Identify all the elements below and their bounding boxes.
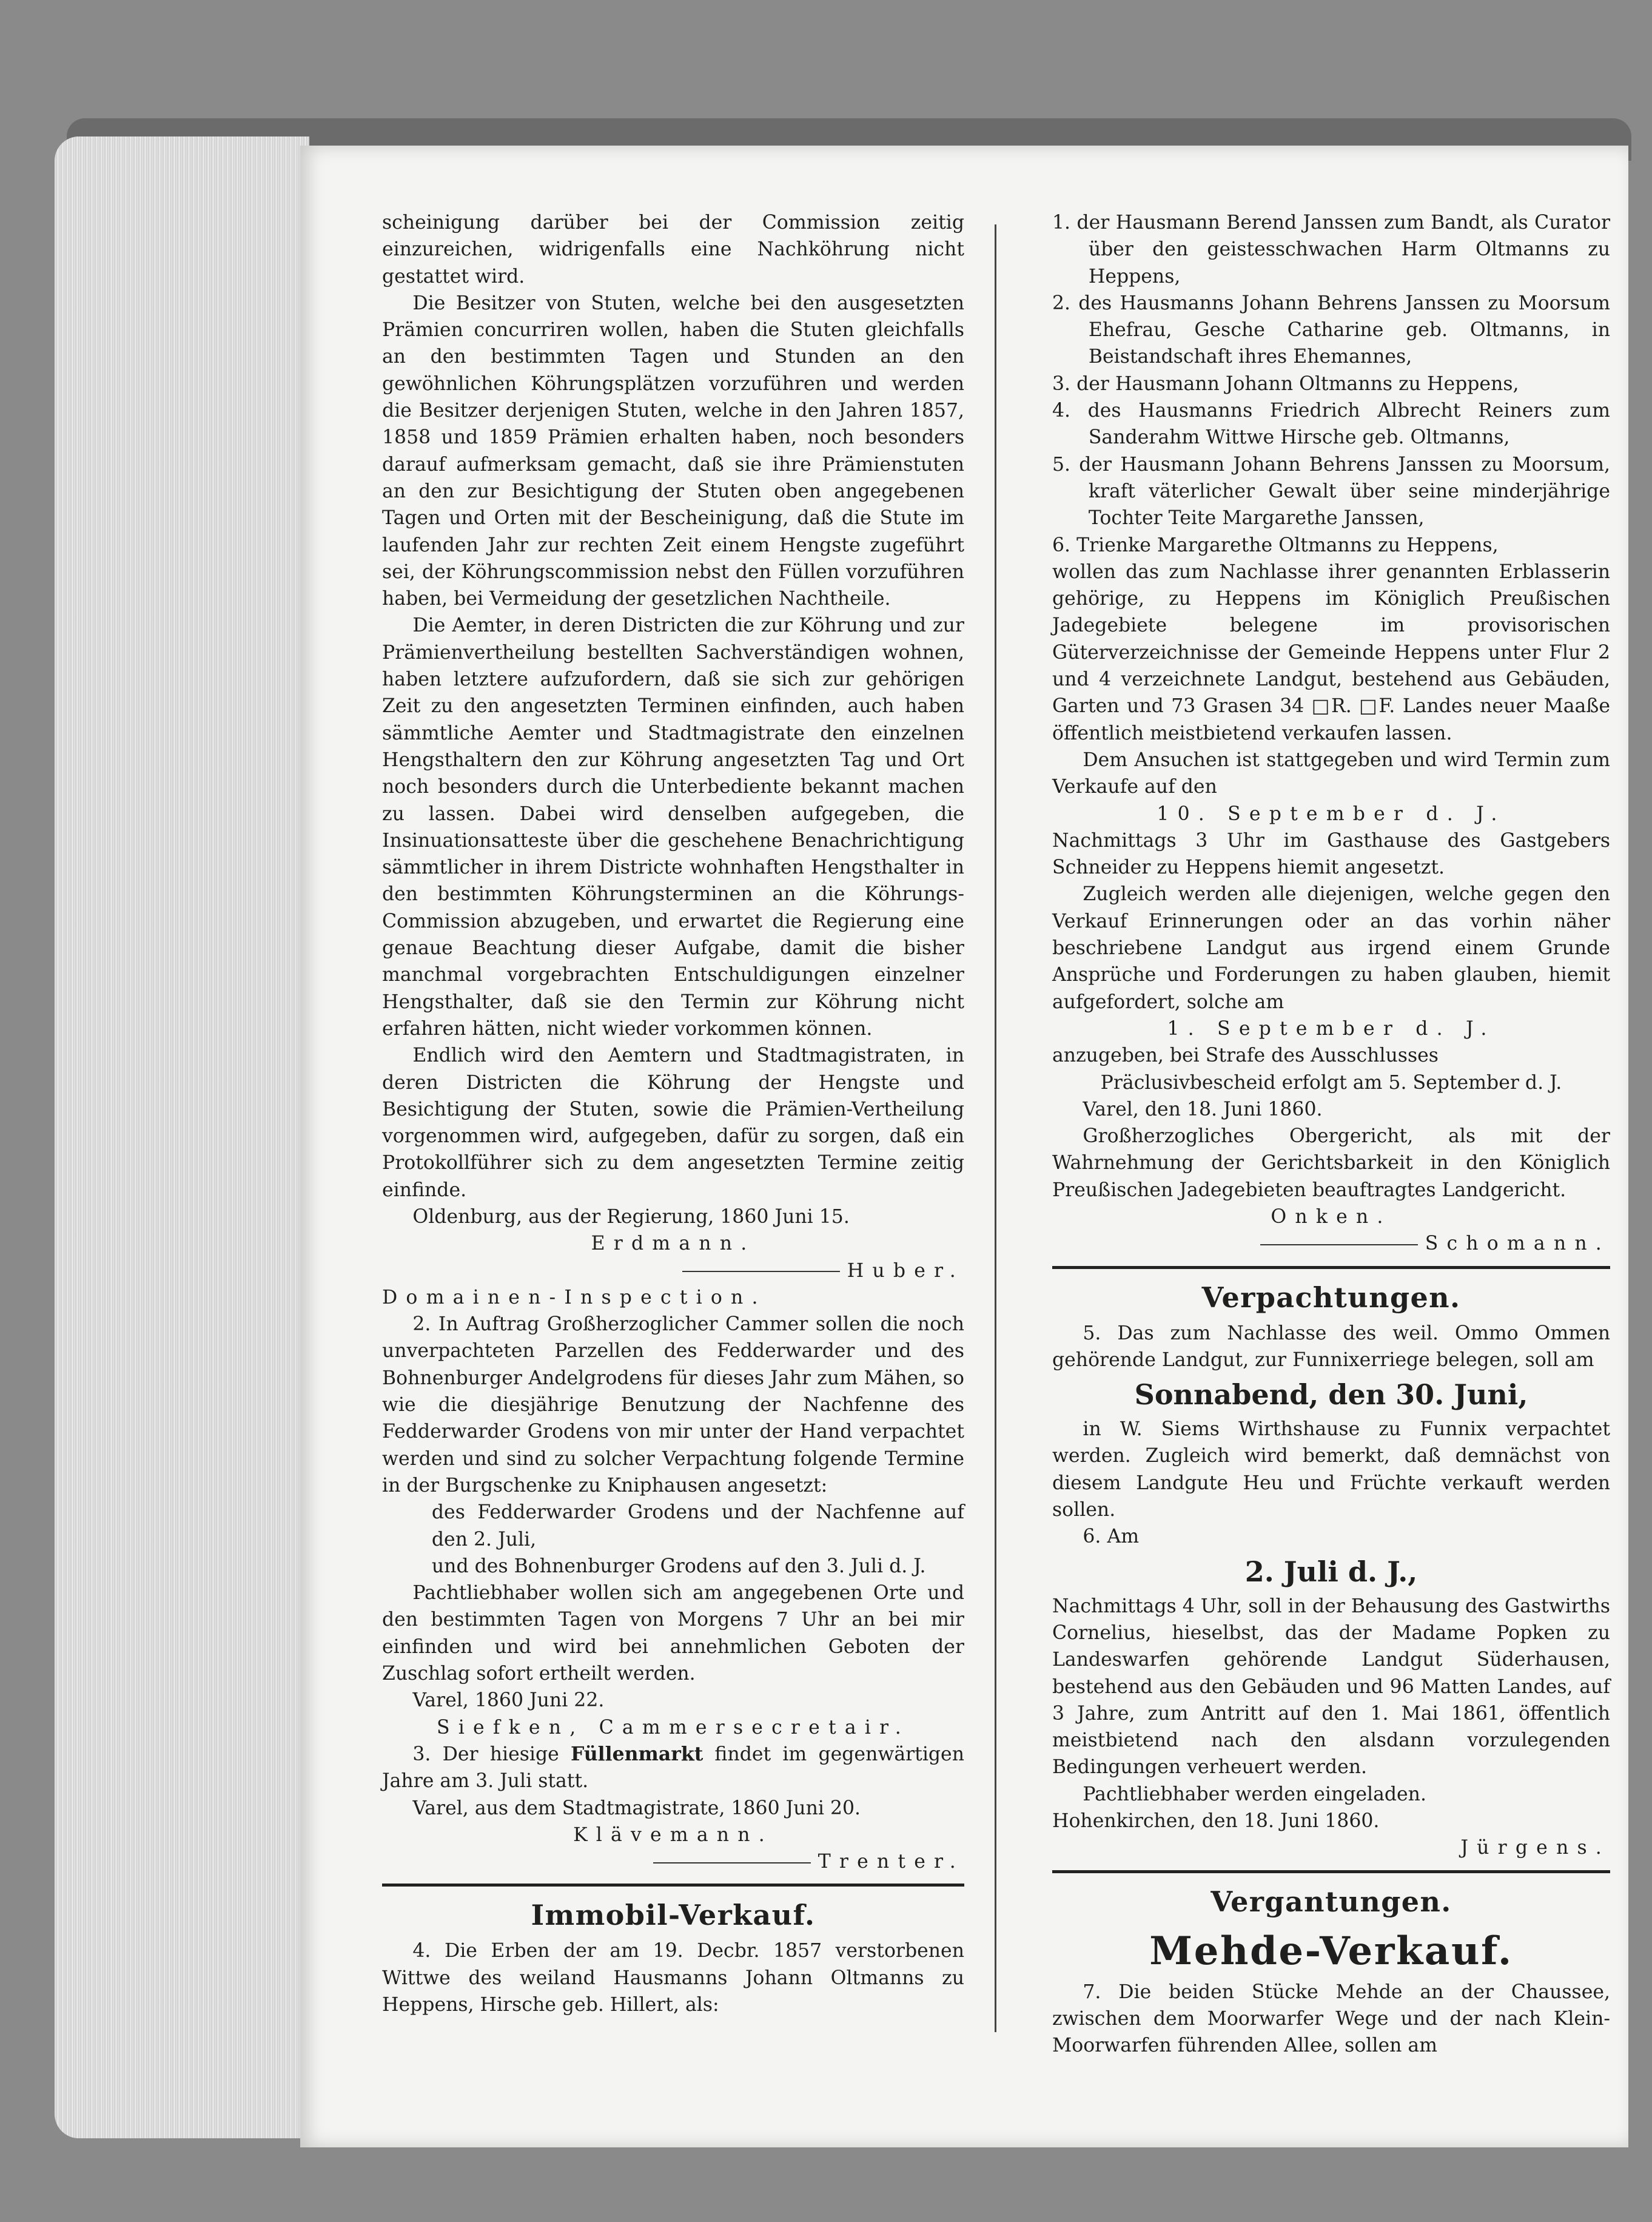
text-paragraph: 7. Die beiden Stücke Mehde an der Chaussee, zwischen dem Moorwarfer Wege und der nach Klein-Moorwarfen führenden Allee, sollen am — [1052, 1981, 1610, 2057]
list-item: 1. der Hausmann Berend Janssen zum Bandt, als Curator über den geistesschwachen Harm Oltmanns zu Heppens, — [1052, 212, 1610, 288]
text-paragraph: 5. Das zum Nachlasse des weil. Ommo Ommen gehörende Landgut, zur Funnixerriege belegen, soll am — [1052, 1322, 1610, 1371]
left-column — [382, 209, 964, 2018]
signature: Schomann. — [1052, 1230, 1610, 1257]
text-paragraph: Dem Ansuchen ist stattgegeben und wird Termin zum Verkaufe auf den — [1052, 749, 1610, 798]
text-paragraph: Großherzogliches Obergericht, als mit der Wahrnehmung der Gerichtsbarkeit in den Königlich Preußischen Jadegebieten beauftragtes Landgericht. — [1052, 1125, 1610, 1201]
signature: Trenter. — [382, 1848, 964, 1875]
text-paragraph: Die Aemter, in deren Districten die zur Köhrung und zur Prämienvertheilung bestellten Sachverständigen wohnen, haben letztere aufzufordern, daß sie sich zur gehörigen Zeit zu den angesetzten Terminen einfinden, auch haben sämmtliche Aemter und Stadtmagistrate den einzelnen Hengsthaltern den zur Köhrung angesetzten Tag und Ort noch besonders durch die Unterbediente bekannt machen zu lassen. Dabei wird denselben aufgegeben, die Insinuationsatteste über die geschehene Benachrichtigung sämmtlicher in ihrem Districte wohnhaften Hengsthalter in den bestimmten Köhrungsterminen an die Köhrungs-Commission abzugeben, und erwartet die Regierung eine genaue Beachtung dieser Aufgabe, damit die bisher manchmal vorgebrachten Entschuldigungen einzelner Hengsthalter, daß sie den Termin zur Köhrung nicht erfahren hätten, nicht wieder vorkommen können. — [382, 614, 964, 1040]
place-date-line: Hohenkirchen, den 18. Juni 1860. — [1052, 1810, 1380, 1833]
text-paragraph: in W. Siems Wirthshause zu Funnix verpachtet werden. Zugleich wird bemerkt, daß demnächst von diesem Landgute Heu und Früchte verkauft werden sollen. — [1052, 1418, 1610, 1521]
section-divider — [1052, 1266, 1610, 1269]
right-column — [1052, 209, 1610, 2059]
signature: Onken. — [1271, 1205, 1392, 1228]
book-page-edges — [55, 136, 309, 2138]
date-heading: Sonnabend, den 30. Juni, — [1134, 1378, 1528, 1412]
date-heading: 2. Juli d. J., — [1244, 1555, 1418, 1588]
signature: Jürgens. — [1460, 1837, 1610, 1859]
section-divider — [382, 1884, 964, 1887]
text-paragraph: Nachmittags 3 Uhr im Gasthause des Gastgebers Schneider zu Heppens hiemit angesetzt. — [1052, 829, 1610, 879]
signature-rule — [653, 1862, 811, 1863]
signature: Erdmann. — [591, 1233, 756, 1255]
list-item: 4. des Hausmanns Friedrich Albrecht Reiners zum Sanderahm Wittwe Hirsche geb. Oltmanns, — [1052, 400, 1610, 449]
place-date-line: Varel, aus dem Stadtmagistrate, 1860 Juni 20. — [412, 1797, 861, 1819]
list-item: 2. des Hausmanns Johann Behrens Janssen zu Moorsum Ehefrau, Gesche Catharine geb. Oltmanns, in Beistandschaft ihres Ehemannes, — [1052, 292, 1610, 368]
list-item: 5. der Hausmann Johann Behrens Janssen zu Moorsum, kraft väterlicher Gewalt über seine minderjährige Tochter Teite Margarethe Janssen, — [1052, 453, 1610, 530]
section-heading-immobil: Immobil-Verkauf. — [531, 1899, 816, 1932]
section-heading-mehde: Mehde-Verkauf. — [1149, 1928, 1513, 1974]
place-date-line: Oldenburg, aus der Regierung, 1860 Juni 15. — [412, 1205, 850, 1228]
text-paragraph: des Fedderwarder Grodens und der Nachfenne auf den 2. Juli, — [431, 1501, 964, 1550]
text-paragraph: Die Besitzer von Stuten, welche bei den ausgesetzten Prämien concurriren wollen, haben die Stuten gleichfalls an den bestimmten Tagen und Stunden an den gewöhnlichen Köhrungsplätzen vorzuführen und werden die Besitzer derjenigen Stuten, welche in den Jahren 1857, 1858 und 1859 Prämien erhalten haben, noch besonders darauf aufmerksam gemacht, daß sie ihre Prämienstuten an den zur Besichtigung der Stuten oben angegebenen Tagen und Orten mit der Bescheinigung, daß die Stute im laufenden Jahr zur rechten Zeit einem Hengste zugeführt sei, der Köhrungscommission nebst den Füllen vorzuführen haben, bei Vermeidung der gesetzlichen Nachtheile. — [382, 292, 964, 610]
place-date-line: Varel, 1860 Juni 22. — [412, 1689, 605, 1712]
section-heading-vergantungen: Vergantungen. — [1210, 1885, 1452, 1918]
text-paragraph: wollen das zum Nachlasse ihrer genannten Erblasserin gehörige, zu Heppens im Königlich Preußischen Jadegebiete belegene im provisorischen Güterverzeichnisse der Gemeinde Heppens unter Flur 2 und 4 verzeichnete Landgut, bestehend aus Gebäuden, Garten und 73 Grasen 34 □R. □F. Landes neuer Maaße öffentlich meistbietend verkaufen lassen. — [1052, 561, 1610, 744]
date-line: 1. September d. J. — [1167, 1017, 1496, 1040]
text-paragraph: und des Bohnenburger Grodens auf den 3. Juli d. J. — [431, 1555, 926, 1577]
text-paragraph: Nachmittags 4 Uhr, soll in der Behausung des Gastwirths Cornelius, hieselbst, das der Madame Popken zu Landeswarfen gehörende Landgut Süderhausen, bestehend aus den Gebäuden und 96 Matten Landes, auf 3 Jahre, zum Antritt auf den 1. Mai 1861, öffentlich meistbietend nach den alsdann vorzulegenden Bedingungen verheuert werden. — [1052, 1595, 1610, 1779]
date-line: 10. September d. J. — [1157, 803, 1506, 825]
section-divider — [1052, 1870, 1610, 1873]
emphasis-fuellenmarkt: Füllenmarkt — [570, 1742, 703, 1765]
text-paragraph: anzugeben, bei Strafe des Ausschlusses — [1052, 1045, 1439, 1067]
text-paragraph: Pachtliebhaber wollen sich am angegebenen Orte und den bestimmten Tagen von Morgens 7 Uhr an bei mir einfinden und wird bei annehmlichen Geboten der Zuschlag sofort ertheilt werden. — [382, 1582, 964, 1685]
text-paragraph: 6. Am — [1083, 1526, 1140, 1548]
text-paragraph: 2. In Auftrag Großherzoglicher Cammer sollen die noch unverpachteten Parzellen des Fedderwarder und des Bohnenburger Andelgrodens für dieses Jahr zum Mähen, so wie die diesjährige Benutzung der Nachfenne des Fedderwarder Grodens von mir unter der Hand verpachtet werden und sind zu solcher Verpachtung folgende Termine in der Burgschenke zu Kniphausen angesetzt: — [382, 1313, 964, 1496]
section-heading-verpachtungen: Verpachtungen. — [1201, 1281, 1461, 1314]
signature-rule — [682, 1271, 840, 1272]
text-paragraph: Zugleich werden alle diejenigen, welche gegen den Verkauf Erinnerungen oder an das vorhin näher beschriebene Landgut aus irgend einem Grunde Ansprüche und Forderungen zu haben glauben, hiemit aufgefordert, solche am — [1052, 883, 1610, 1013]
list-item: 6. Trienke Margarethe Oltmanns zu Heppens, — [1052, 534, 1499, 556]
text-paragraph: Endlich wird den Aemtern und Stadtmagistraten, in deren Districten die Köhrung der Hengste und Besichtigung der Stuten, sowie die Prämien-Vertheilung vorgenommen wird, aufgegeben, dafür zu sorgen, daß ein Protokollführer sich zu dem angesetzten Termine zeitig einfinde. — [382, 1045, 964, 1201]
signature: Huber. — [382, 1257, 964, 1284]
signature: Siefken, Cammersecretair. — [437, 1716, 910, 1739]
department-heading: Domainen-Inspection. — [382, 1286, 767, 1308]
text-paragraph: 4. Die Erben der am 19. Decbr. 1857 verstorbenen Wittwe des weiland Hausmanns Johann Oltmanns zu Heppens, Hirsche geb. Hillert, als: — [382, 1940, 964, 2016]
signature-rule — [1260, 1244, 1418, 1245]
column-divider — [995, 224, 996, 2032]
text-paragraph: Präclusivbescheid erfolgt am 5. September d. J. — [1100, 1071, 1562, 1094]
text-paragraph: Pachtliebhaber werden eingeladen. — [1083, 1783, 1426, 1805]
list-item: 3. der Hausmann Johann Oltmanns zu Heppens, — [1052, 372, 1519, 395]
newspaper-page — [300, 146, 1628, 2147]
text-paragraph: scheinigung darüber bei der Commission zeitig einzureichen, widrigenfalls eine Nachköhrung nicht gestattet wird. — [382, 212, 964, 288]
place-date-line: Varel, den 18. Juni 1860. — [1083, 1098, 1323, 1120]
signature: Klävemann. — [573, 1823, 773, 1846]
text-paragraph: 3. Der hiesige Füllenmarkt findet im gegenwärtigen Jahre am 3. Juli statt. — [382, 1742, 964, 1793]
